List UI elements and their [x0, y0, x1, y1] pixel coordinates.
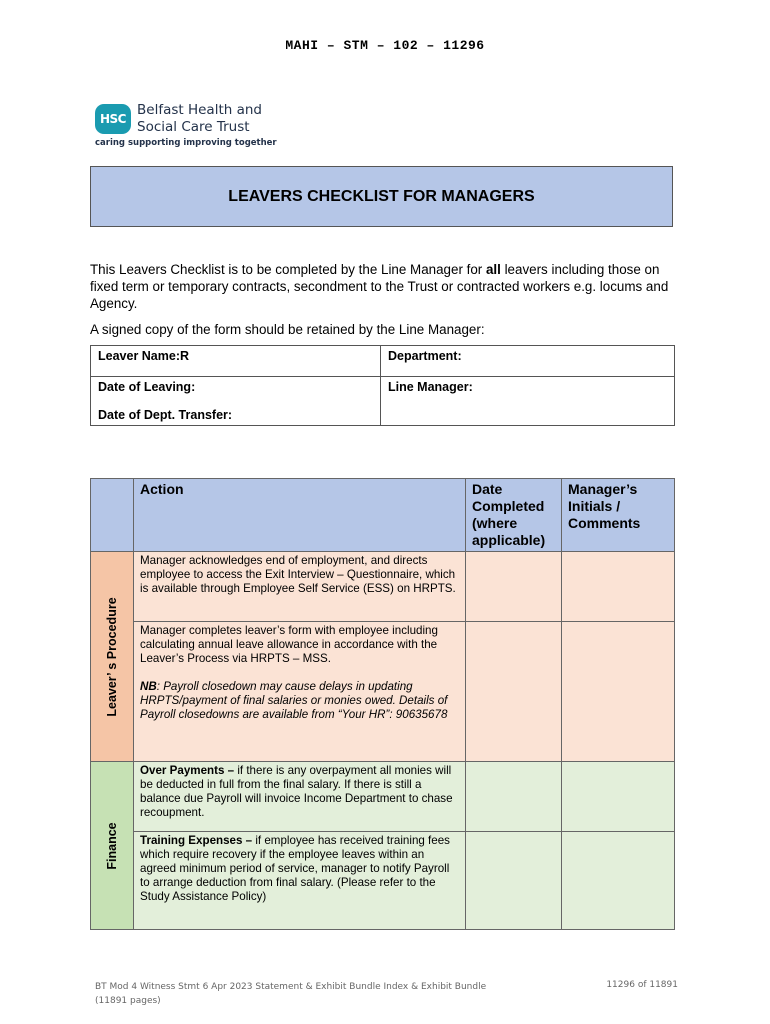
table-row [91, 552, 675, 622]
managers-initials-cell[interactable] [562, 762, 675, 832]
managers-initials-cell[interactable] [562, 552, 675, 622]
footer-bundle-reference: BT Mod 4 Witness Stmt 6 Apr 2023 Statement & Exhibit Bundle Index & Exhibit Bundle (11891 pages) [95, 982, 487, 1006]
action-text: if employee has received training fees which require recovery if the employee leaves within an agreed minimum period of service, manager to notify Payroll to arrange deduction from final salary. (Please refer to the Study Assistance Policy) [140, 834, 450, 903]
line-manager-field[interactable]: Line Manager: [381, 377, 675, 426]
action-text: Manager acknowledges end of employment, and directs employee to access the Exit Interview – Questionnaire, which is available through Employee Self Service (ESS) on HRPTS. [140, 554, 456, 595]
leaver-name-field[interactable]: Leaver Name:R [91, 346, 381, 377]
action-cell [134, 552, 466, 622]
section-label-finance [91, 762, 134, 930]
action-text-block [134, 762, 465, 822]
section-label-text: Finance [105, 821, 119, 870]
date-of-leaving-field: Date of Leaving: [98, 380, 196, 394]
header-corner [91, 479, 134, 552]
header-action [134, 479, 466, 552]
logo-name-line2: Social Care Trust [137, 119, 250, 135]
intro-paragraph-1 [90, 261, 680, 312]
header-managers-initials-text: Manager’s Initials / Comments [568, 481, 641, 531]
department-field[interactable]: Department: [381, 346, 675, 377]
action-text-block [134, 832, 465, 906]
intro-text [90, 261, 680, 347]
action-text-block [134, 622, 465, 724]
intro-bold-all: all [485, 262, 501, 277]
table-row [91, 832, 675, 930]
note-label: NB [140, 680, 157, 693]
header-date-completed [466, 479, 562, 552]
form-title [90, 166, 673, 227]
date-completed-cell[interactable] [466, 762, 562, 832]
note-text: : Payroll closedown may cause delays in updating HRPTS/payment of final salaries or monies owed. Details of Payroll closedowns are available from “Your HR”: 90635678 [140, 680, 448, 721]
header-action-text: Action [140, 481, 184, 497]
action-heading: Over Payments – [140, 764, 235, 777]
action-text: Manager completes leaver’s form with employee including calculating annual leave allowance in accordance with the Leaver’s Process via HRPTS – MSS. [140, 624, 438, 665]
header-managers-initials [562, 479, 675, 552]
intro-text-part: This Leavers Checklist is to be completed by the Line Manager for [90, 262, 486, 277]
action-cell [134, 832, 466, 930]
action-cell [134, 762, 466, 832]
form-title-text: LEAVERS CHECKLIST FOR MANAGERS [228, 187, 535, 205]
section-label-leavers-procedure [91, 552, 134, 762]
table-row [91, 622, 675, 762]
managers-initials-cell[interactable] [562, 622, 675, 762]
leaver-info-table [90, 345, 675, 426]
table-row [91, 762, 675, 832]
date-of-transfer-field: Date of Dept. Transfer: [98, 408, 233, 422]
section-label-text: Leaver’ s Procedure [105, 596, 119, 717]
date-completed-cell[interactable] [466, 622, 562, 762]
action-cell [134, 622, 466, 762]
logo-name-line1: Belfast Health and [137, 102, 262, 118]
footer-page-number: 11296 of 11891 [606, 980, 678, 990]
action-text: if there is any overpayment all monies will be deducted in full from the final salary. If there is still a balance due Payroll will invoice Income Department to chase recoupment. [140, 764, 453, 819]
intro-paragraph-2: A signed copy of the form should be retained by the Line Manager: [90, 322, 485, 337]
date-completed-cell[interactable] [466, 552, 562, 622]
date-completed-cell[interactable] [466, 832, 562, 930]
managers-initials-cell[interactable] [562, 832, 675, 930]
hsc-logo-icon: HSC [95, 104, 131, 134]
trust-logo [95, 100, 295, 152]
checklist-header-row [91, 479, 675, 552]
leaving-date-cell[interactable] [91, 377, 381, 426]
header-date-completed-text: Date Completed (where applicable) [472, 481, 546, 548]
document-reference-code: MAHI – STM – 102 – 11296 [285, 38, 485, 53]
logo-tagline: caring supporting improving together [95, 138, 277, 148]
intro-text-part: leavers including those on fixed term or temporary contracts, secondment to the Trust or contracted workers e.g. locums and Agency. [90, 262, 669, 311]
payroll-note [140, 680, 459, 722]
checklist-table [90, 478, 675, 930]
action-heading: Training Expenses – [140, 834, 253, 847]
